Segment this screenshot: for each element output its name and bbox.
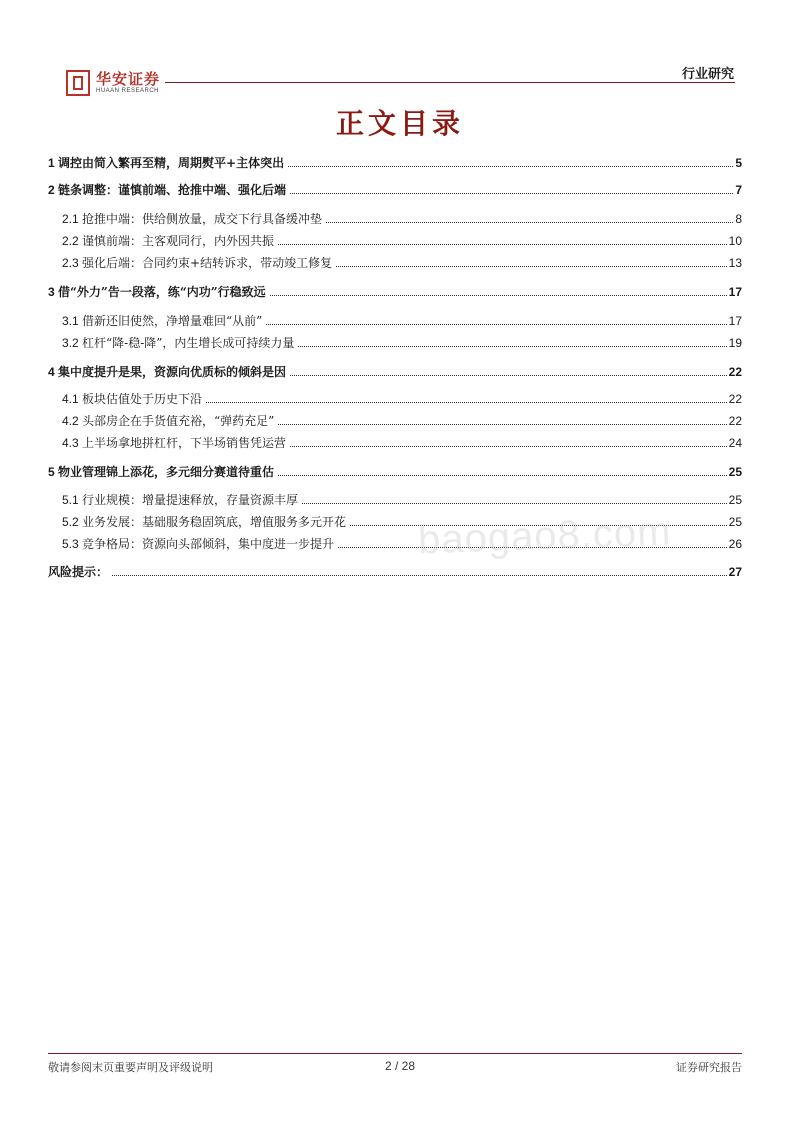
toc-entry-number: 3 <box>48 285 59 299</box>
toc-entry[interactable] <box>48 283 742 300</box>
report-category: 行业研究 <box>681 67 734 82</box>
header-divider <box>165 82 735 83</box>
toc-entry-page: 27 <box>728 565 742 579</box>
toc-entry-number: 5.1 <box>62 493 83 507</box>
toc-entry[interactable] <box>48 563 742 580</box>
toc-dot-leader <box>336 265 727 267</box>
toc-entry-number: 2.3 <box>62 256 83 270</box>
toc-entry-page: 25 <box>728 515 742 529</box>
toc-entry-title: 集中度提升是果，资源向优质标的倾斜是因 <box>58 365 287 379</box>
toc-entry[interactable] <box>48 312 742 329</box>
footer-divider <box>48 1053 742 1054</box>
toc-entry-title: 竞争格局：资源向头部倾斜，集中度进一步提升 <box>82 537 335 551</box>
toc-entry[interactable] <box>48 254 742 271</box>
toc-dot-leader <box>278 474 727 476</box>
toc-entry[interactable] <box>48 390 742 407</box>
toc-entry-number: 5.2 <box>62 515 83 529</box>
toc-entry-number: 1 <box>48 156 59 170</box>
toc-entry-page: 26 <box>728 537 742 551</box>
toc-entry-title: 行业规模：增量提速释放，存量资源丰厚 <box>82 493 299 507</box>
toc-dot-leader <box>278 423 726 425</box>
toc-entry-page: 13 <box>728 256 742 270</box>
toc-entry-page: 22 <box>728 392 742 406</box>
toc-dot-leader <box>270 294 727 296</box>
footer-disclaimer: 敬请参阅末页重要声明及评级说明 <box>48 1061 213 1074</box>
toc-entry-page: 7 <box>735 183 742 197</box>
toc-entry-page: 17 <box>728 285 742 299</box>
toc-entry-number: 2.1 <box>62 212 83 226</box>
toc-entry-page: 22 <box>728 365 742 379</box>
toc-entry[interactable] <box>48 181 742 198</box>
company-logo <box>66 70 166 100</box>
toc-entry[interactable] <box>48 154 742 171</box>
toc-entry-page: 22 <box>728 414 742 428</box>
toc-entry-title: 强化后端：合同约束+结转诉求，带动竣工修复 <box>82 256 333 270</box>
toc-entry[interactable] <box>48 334 742 351</box>
toc-dot-leader <box>206 401 727 403</box>
toc-entry-title: 借新还旧使然，净增量难回“从前” <box>82 314 263 328</box>
logo-mark-icon <box>66 70 90 96</box>
toc-entry-title: 链条调整：谨慎前端、抢推中端、强化后端 <box>58 183 287 197</box>
watermark: baogao8.com <box>417 509 673 563</box>
toc-entry[interactable] <box>48 434 742 451</box>
toc-entry-number: 2.2 <box>62 234 83 248</box>
toc-dot-leader <box>290 192 733 194</box>
toc-entry[interactable] <box>48 232 742 249</box>
toc-entry-number: 4.2 <box>62 414 83 428</box>
toc-entry-number: 5 <box>48 465 59 479</box>
logo-name-cn: 华安证券 <box>96 70 161 88</box>
toc-entry-title: 业务发展：基础服务稳固筑底，增值服务多元开花 <box>82 515 347 529</box>
toc-dot-leader <box>326 221 733 223</box>
toc-dot-leader <box>298 345 726 347</box>
toc-entry-title: 上半场拿地拼杠杆，下半场销售凭运营 <box>82 436 287 450</box>
toc-entry[interactable] <box>48 412 742 429</box>
toc-dot-leader <box>290 445 727 447</box>
toc-entry-page: 25 <box>728 493 742 507</box>
toc-dot-leader <box>266 323 726 325</box>
toc-entry-page: 19 <box>728 336 742 350</box>
toc-entry-title: 头部房企在手货值充裕，“弹药充足” <box>82 414 275 428</box>
toc-entry-page: 8 <box>735 212 742 226</box>
toc-entry-number: 3.1 <box>62 314 83 328</box>
toc-entry[interactable] <box>48 210 742 227</box>
toc-dot-leader <box>302 502 727 504</box>
toc-dot-leader <box>112 574 727 576</box>
page-number: 2 / 28 <box>384 1059 416 1073</box>
toc-entry-number: 5.3 <box>62 537 83 551</box>
toc-entry-page: 17 <box>728 314 742 328</box>
toc-entry-title: 借“外力”告一段落，练“内功”行稳致远 <box>58 285 266 299</box>
toc-dot-leader <box>278 243 727 245</box>
toc-entry-number: 4.3 <box>62 436 83 450</box>
toc-entry-page: 5 <box>735 156 742 170</box>
footer-report-type: 证券研究报告 <box>676 1061 742 1074</box>
toc-entry-number: 2 <box>48 183 59 197</box>
toc-entry-page: 25 <box>728 465 742 479</box>
toc-entry-page: 24 <box>728 436 742 450</box>
toc-dot-leader <box>290 374 727 376</box>
toc-entry[interactable] <box>48 363 742 380</box>
toc-entry-title: 风险提示： <box>48 565 109 579</box>
toc-entry-title: 抢推中端：供给侧放量，成交下行具备缓冲垫 <box>82 212 323 226</box>
logo-name-en: HUAAN RESEARCH <box>96 88 160 94</box>
page-title: 正文目录 <box>335 107 464 140</box>
toc-entry[interactable] <box>48 463 742 480</box>
toc-entry-number: 3.2 <box>62 336 83 350</box>
toc-entry-number: 4 <box>48 365 59 379</box>
toc-entry-number: 4.1 <box>62 392 83 406</box>
toc-dot-leader <box>288 165 733 167</box>
toc-entry[interactable] <box>48 491 742 508</box>
toc-entry-title: 杠杆“降-稳-降”，内生增长成可持续力量 <box>82 336 295 350</box>
toc-entry-title: 调控由简入繁再至精，周期熨平+主体突出 <box>58 156 285 170</box>
toc-entry-title: 物业管理锦上添花，多元细分赛道待重估 <box>58 465 275 479</box>
toc-entry-page: 10 <box>728 234 742 248</box>
toc-entry-title: 板块估值处于历史下沿 <box>82 392 203 406</box>
toc-entry-title: 谨慎前端：主客观同行，内外因共振 <box>82 234 275 248</box>
